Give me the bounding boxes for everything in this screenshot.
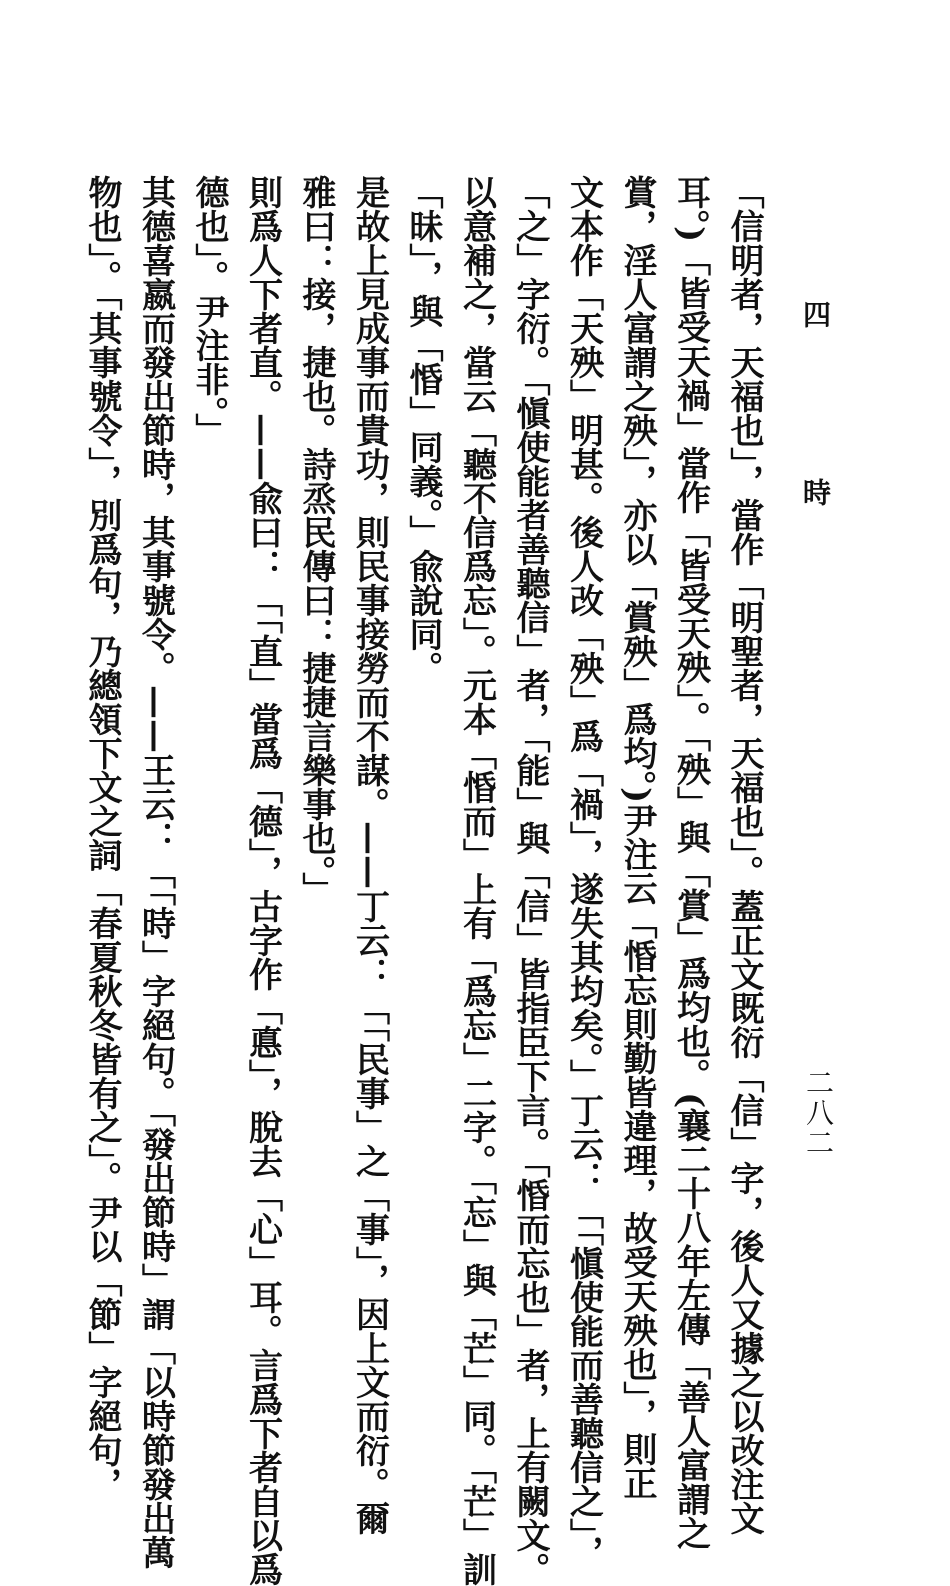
text-column: 德也」。尹注非。」	[189, 175, 229, 447]
text-column: 耳。)「皆受天禍」當作「皆受天殃」。「殃」與「賞」爲均也。(襄二十八年左傳「善人富謂之	[670, 175, 711, 1551]
text-column: 賞，淫人富謂之殃」，亦以「賞殃」爲均。)尹注云「惛忘則勤皆違理，故受天殃也」，則正	[617, 175, 657, 1501]
text-column: 「昧」，與「惛」同義。」兪說同。	[403, 175, 443, 685]
text-column: 雅曰：接，捷也。詩烝民傳曰：捷捷言樂事也。」	[296, 175, 336, 906]
text-column: 物也」。「其事號令」，別爲句，乃總領下文之詞「春夏秋冬皆有之」。尹以「節」字絕句，	[82, 175, 122, 1501]
text-column: 「信明者，天福也」，當作「明聖者，天福也」。蓋正文既衍「信」字，後人又據之以改注文	[724, 175, 764, 1535]
vertical-text-body	[75, 175, 771, 1586]
text-column: 以意補之，當云「聽不信爲忘」。元本「惛而」上有「爲忘」二字。「忘」與「芒」同。「芒」訓	[456, 175, 497, 1586]
text-column: 是故上見成事而貴功，則民事接勞而不謀。——丁云：「「民事」之「事」，因上文而衍。爾	[349, 175, 390, 1535]
page-number: 二八二	[802, 1068, 835, 1158]
text-column: 其德喜嬴而發出節時，其事號令。——王云：「「時」字絕句。「發出節時」謂「以時節發出萬	[135, 175, 176, 1569]
running-title: 四 時	[799, 300, 832, 576]
text-column: 則爲人下者直。——兪曰：「「直」當爲「德」，古字作「悳」，脫去「心」耳。言爲下者自以爲	[242, 175, 283, 1586]
text-column: 「之」字衍。「愼使能者善聽信」者，「能」與「信」皆指臣下言。「惛而忘也」者，上有闕文。	[510, 175, 550, 1586]
text-column: 文本作「天殃」明甚。後人改「殃」爲「禍」，遂失其均矣。」丁云：「「愼使能而善聽信之」，	[563, 175, 604, 1569]
